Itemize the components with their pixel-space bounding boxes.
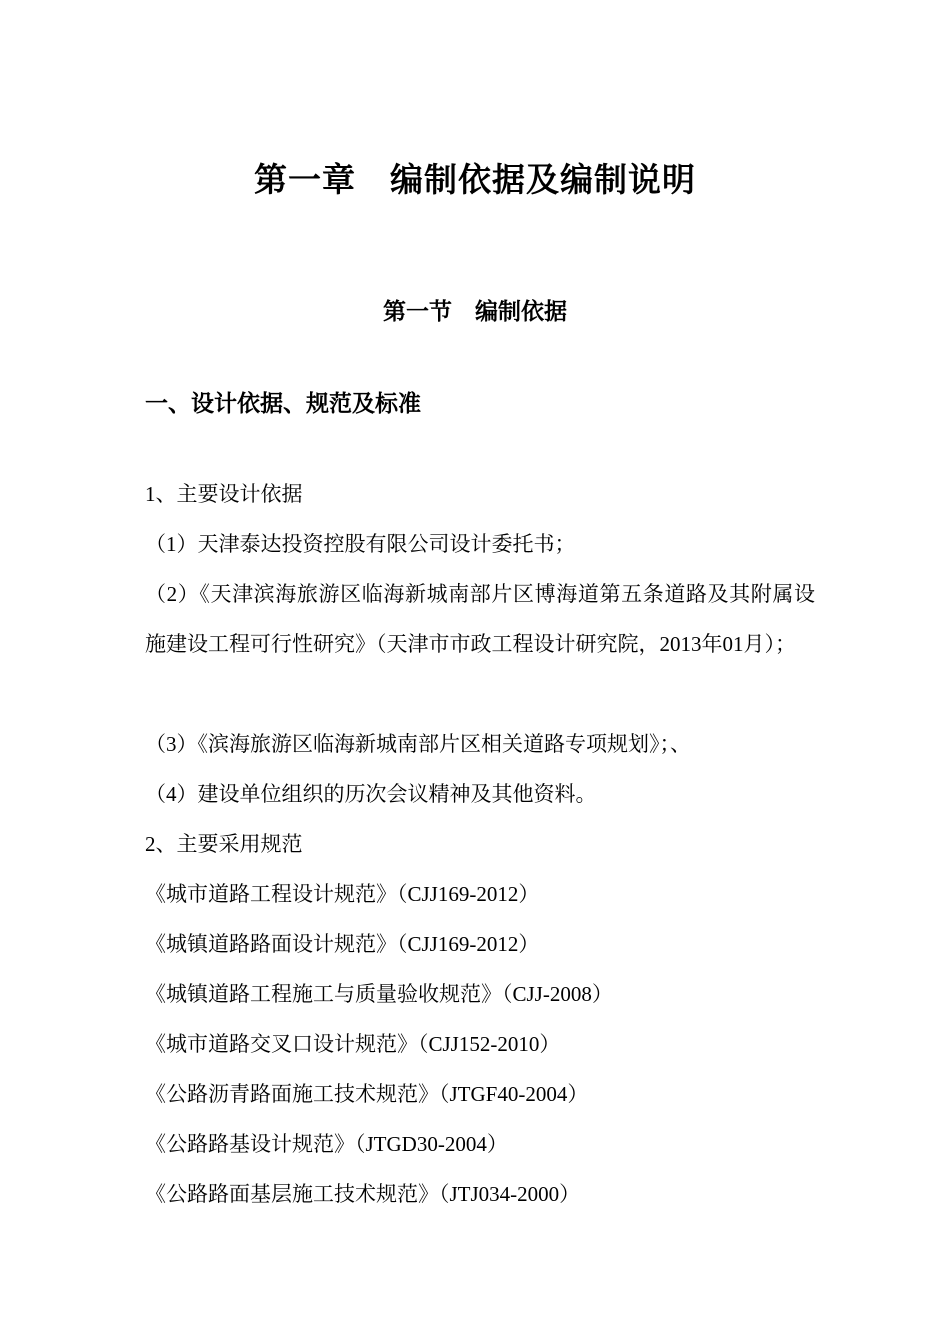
standard-item-4: 《城市道路交叉口设计规范》（CJJ152-2010） [145, 1032, 561, 1056]
standard-item-7: 《公路路面基层施工技术规范》（JTJ034-2000） [145, 1182, 581, 1206]
design-basis-item-3: （3）《滨海旅游区临海新城南部片区相关道路专项规划》；、 [145, 732, 691, 756]
standards-heading: 2、主要采用规范 [145, 832, 303, 856]
heading-design-basis-standards: 一、设计依据、规范及标准 [145, 391, 421, 417]
design-basis-heading: 1、主要设计依据 [145, 482, 303, 506]
standard-item-3: 《城镇道路工程施工与质量验收规范》（CJJ-2008） [145, 982, 613, 1006]
chapter-title: 第一章 编制依据及编制说明 [254, 160, 696, 199]
section-title: 第一节 编制依据 [383, 299, 567, 325]
design-basis-item-4: （4）建设单位组织的历次会议精神及其他资料。 [145, 782, 597, 806]
body-content [145, 469, 815, 1219]
standard-item-5: 《公路沥青路面施工技术规范》（JTGF40-2004） [145, 1082, 589, 1106]
standard-item-1: 《城市道路工程设计规范》（CJJ169-2012） [145, 882, 540, 906]
design-basis-item-2: （2）《天津滨海旅游区临海新城南部片区博海道第五条道路及其附属设施建设工程可行性研究》（天津市市政工程设计研究院，2013年01月）； [145, 582, 815, 656]
standard-item-6: 《公路路基设计规范》（JTGD30-2004） [145, 1132, 508, 1156]
standard-item-2: 《城镇道路路面设计规范》（CJJ169-2012） [145, 932, 540, 956]
design-basis-item-1: （1）天津泰达投资控股有限公司设计委托书； [145, 532, 576, 556]
